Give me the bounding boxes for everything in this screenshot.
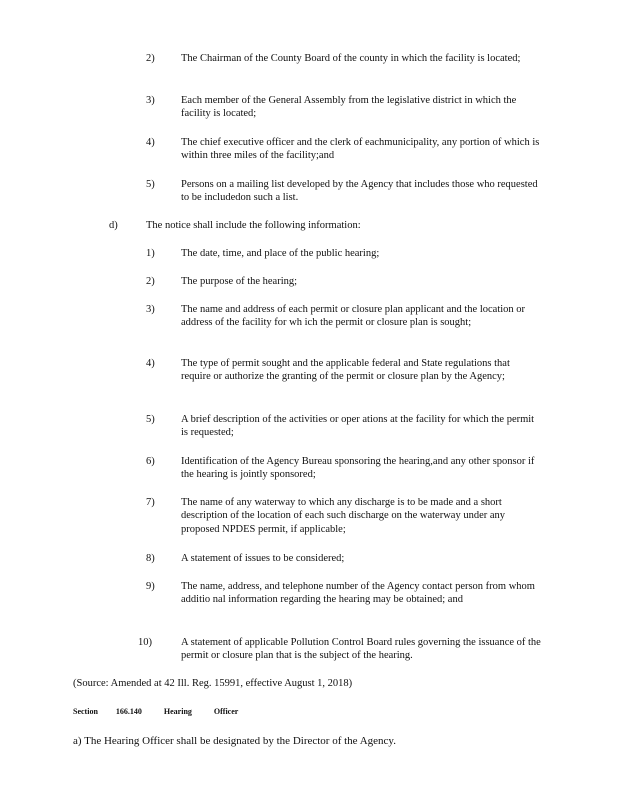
list-item-number: 7) <box>146 497 155 508</box>
list-item-text: A statement of applicable Pollution Control Board rules governing the issuance of the permit or closure plan that is the subject of the hearing. <box>181 637 541 662</box>
paragraph-text: The notice shall include the following information: <box>146 220 361 231</box>
list-item-text: The chief executive officer and the clerk of eachmunicipality, any portion of which is within three miles of the facility;and <box>181 137 540 162</box>
list-item-text: The purpose of the hearing; <box>181 276 298 287</box>
list-item-number: 3) <box>146 95 155 106</box>
section-title-word: Officer <box>213 707 239 716</box>
list-item-number: 10) <box>138 637 152 648</box>
list-item-number: 9) <box>146 581 155 592</box>
source-note: (Source: Amended at 42 Ill. Reg. 15991, effective August 1, 2018) <box>73 678 353 689</box>
list-item-text: The name, address, and telephone number of the Agency contact person from whom additio nal information regarding the hearing may be obtained; and <box>181 581 535 606</box>
list-item-text: Each member of the General Assembly from the legislative district in which the facility is located; <box>181 95 517 120</box>
list-item-text: Identification of the Agency Bureau sponsoring the hearing,and any other sponsor if the hearing is jointly sponsored; <box>181 456 535 481</box>
list-item-text: The name and address of each permit or closure plan applicant and the location or address of the facility for wh ich the permit or closure plan is sought; <box>181 304 526 329</box>
list-item-text: A statement of issues to be considered; <box>181 553 345 564</box>
list-item-number: 4) <box>146 137 155 148</box>
section-label: Section <box>73 707 98 716</box>
list-item-number: 2) <box>146 53 155 64</box>
paragraph-label: d) <box>109 220 118 231</box>
list-item-number: 8) <box>146 553 155 564</box>
list-item-number: 1) <box>146 248 155 259</box>
section-number: 166.140 <box>115 707 142 716</box>
list-item-text: The name of any waterway to which any discharge is to be made and a short description of the location of each such discharge on the waterway under any proposed NPDES permit, if applicable; <box>181 497 506 535</box>
paragraph-a: a) The Hearing Officer shall be designated by the Director of the Agency. <box>73 735 396 747</box>
list-item-number: 2) <box>146 276 155 287</box>
section-title-word: Hearing <box>163 707 192 716</box>
list-item-number: 6) <box>146 456 155 467</box>
list-item-text: The Chairman of the County Board of the county in which the facility is located; <box>181 53 521 64</box>
list-item-number: 4) <box>146 358 155 369</box>
list-item-number: 5) <box>146 414 155 425</box>
list-item-text: Persons on a mailing list developed by the Agency that includes those who requested to be includedon such a list. <box>181 179 538 204</box>
list-item-number: 3) <box>146 304 155 315</box>
list-item-text: The date, time, and place of the public hearing; <box>181 248 380 259</box>
list-item-number: 5) <box>146 179 155 190</box>
list-item-text: A brief description of the activities or oper ations at the facility for which the permit is requested; <box>181 414 535 439</box>
list-item-text: The type of permit sought and the applicable federal and State regulations that require or authorize the granting of the permit or closure plan by the Agency; <box>181 358 510 383</box>
section-heading <box>73 706 373 718</box>
